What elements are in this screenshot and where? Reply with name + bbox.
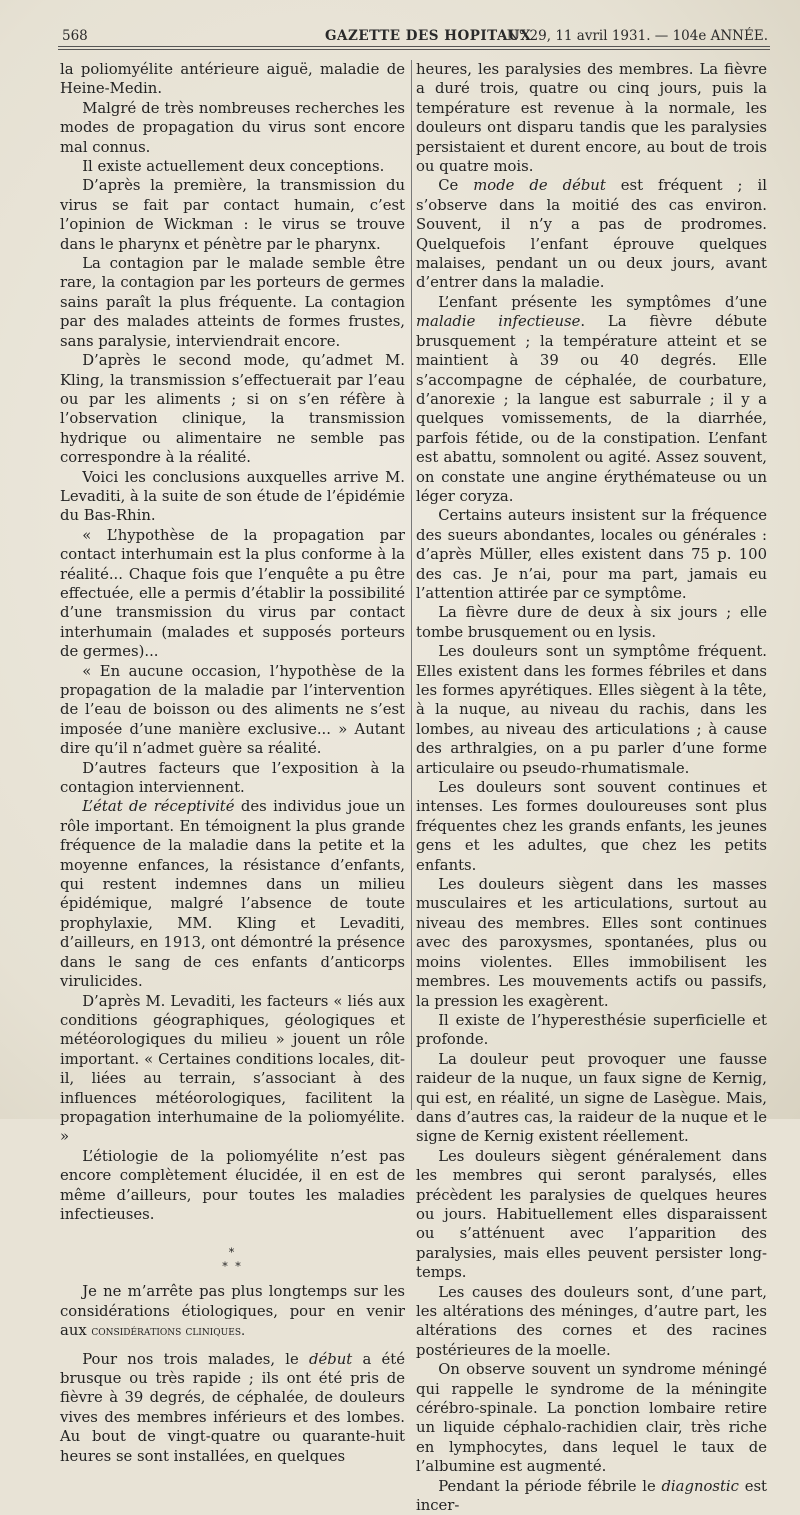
italic-phrase: diagnostic	[661, 1477, 739, 1495]
paragraph: Les causes des douleurs sont, d’une part, les altérations des méninges, d’autre part, les altérations des cornes et des racines postérieures de la moelle.	[416, 1283, 767, 1359]
page-header	[60, 22, 768, 46]
paragraph: Je ne m’arrête pas plus longtemps sur les considérations étiologiques, pour en venir aux considérations cliniques.	[60, 1283, 405, 1340]
paragraph: L’étiologie de la poliomyélite n’est pas encore complètement élucidée, il en est de même d’ailleurs, pour toutes les maladies infectieuses.	[60, 1147, 405, 1223]
paragraph: D’après la première, la transmission du virus se fait par contact humain, c’est l’opinion de Wickman : le virus se trouve dans le pharynx et pénètre par le pharynx.	[60, 177, 405, 253]
paragraph: L’état de réceptivité des individus joue un rôle important. En témoignent la plus grande fréquence de la maladie dans la petite et la moyenne enfances, la résistance d’enfants, qui restent indemnes dans un milieu épidémique, malgré l’absence de toute prophylaxie, MM. Kling et Levaditi, d’ailleurs, en 1913, ont démontré la présence dans le sang de ces enfants d’anticorps virulicides.	[60, 798, 405, 991]
right-column	[416, 60, 767, 1515]
issue-info: N° 29, 11 avril 1931. — 104e ANNÉE.	[506, 28, 768, 44]
paragraph: Malgré de très nombreuses recherches les modes de propagation du virus sont encore mal connus.	[60, 99, 405, 156]
small-caps-phrase: considérations cliniques.	[91, 1324, 246, 1340]
italic-phrase: maladie infectieuse	[416, 313, 581, 331]
paragraph: heures, les paralysies des membres. La fièvre a duré trois, quatre ou cinq jours, puis la température est revenue à la normale, les douleurs ont disparu tandis que les paralysies persistaient et durent encore, au bout de trois ou quatre mois.	[416, 61, 767, 176]
quote-paragraph: « En aucune occasion, l’hypothèse de la propagation de la maladie par l’intervention de l’eau de boisson ou des aliments ne s’est imposée d’une manière exclusive... » Autant dire qu’il n’admet guère sa réalité.	[60, 662, 405, 758]
italic-phrase: début	[309, 1350, 353, 1368]
quote-paragraph: « L’hypothèse de la propagation par contact interhumain est la plus conforme à la réalité... Chaque fois que l’enquête a pu être effectuée, elle a permis d’établir la possibilité d’une transmission du virus par contact interhumain (malades et supposés porteurs de germes)...	[60, 526, 405, 661]
page-number: 568	[62, 28, 88, 44]
section-separator: * * *	[222, 1246, 243, 1274]
paragraph: la poliomyélite antérieure aiguë, maladie de Heine-Medin.	[60, 61, 405, 98]
left-column	[60, 60, 405, 1466]
paragraph: Voici les conclusions auxquelles arrive M. Levaditi, à la suite de son étude de l’épidémie du Bas-Rhin.	[60, 468, 406, 525]
column-divider	[411, 60, 412, 1110]
paragraph: Les douleurs siègent dans les masses musculaires et les articulations, surtout au niveau des membres. Elles sont continues avec des paroxysmes, spontanées, plus ou moins violentes. Elles immobilisent les membres. Les mouvements actifs ou passifs, la pression les exagèrent.	[416, 876, 767, 1010]
journal-title: GAZETTE DES HOPITAUX	[325, 28, 532, 44]
italic-phrase: mode de début	[473, 177, 606, 195]
paragraph: Les douleurs sont souvent continues et intenses. Les formes douloureuses sont plus fréquentes chez les grands enfants, les jeunes gens et les adultes, que chez les petits enfants.	[416, 779, 767, 874]
paragraph: Il existe actuellement deux conceptions.	[82, 158, 385, 176]
paragraph: Il existe de l’hyperesthésie superficielle et profonde.	[416, 1011, 767, 1049]
italic-phrase: L’état de réceptivité	[82, 798, 235, 816]
paragraph: Certains auteurs insistent sur la fréquence des sueurs abondantes, locales ou générales : d’après Müller, elles existent dans 75 p. 100 des cas. Je n’ai, pour ma part, jamais eu l’attention attirée par ce symptôme.	[416, 507, 767, 602]
paragraph: D’après le second mode, qu’admet M. Kling, la transmission s’effectuerait par l’eau ou par les aliments ; si on s’en réfère à l’observation clinique, la transmission hydrique ou alimentaire ne semble pas correspondre à la réalité.	[60, 352, 405, 467]
paragraph: Les douleurs sont un symptôme fréquent. Elles existent dans les formes fébriles et dans les formes apyrétiques. Elles siègent à la tête, à la nuque, au niveau du rachis, dans les lombes, au niveau des articulations ; à cause des arthralgies, on a pu parler d’une forme articulaire ou pseudo-rhumatismale.	[416, 643, 767, 777]
paragraph: Ce mode de début est fréquent ; il s’observe dans la moitié des cas environ. Souvent, il n’y a pas de prodromes. Quelquefois l’enfant éprouve quelques malaises, pendant un ou deux jours, avant d’entrer dans la maladie.	[416, 177, 767, 292]
paragraph: D’après M. Levaditi, les facteurs « liés aux conditions géographiques, géologiques et météorologiques du milieu » jouent un rôle important. « Certaines conditions locales, dit-il, liées au terrain, s’associant à des influences météorologiques, facilitent la propagation interhumaine de la poliomyélite. »	[60, 992, 405, 1146]
paragraph: La fièvre dure de deux à six jours ; elle tombe brusquement ou en lysis.	[416, 604, 767, 641]
header-rule-double	[58, 49, 770, 50]
paragraph: Les douleurs siègent généralement dans les membres qui seront paralysés, elles précèdent les paralysies de quelques heures ou jours. Habituellement elles disparaissent ou s’atténuent avec l’apparition des paralysies, mais elles peuvent persister longtemps.	[416, 1147, 767, 1282]
paragraph: Pour nos trois malades, le début a été brusque ou très rapide ; ils ont été pris de fièvre à 39 degrés, de céphalée, de douleurs vives des membres inférieurs et des lombes. Au bout de vingt-quatre ou quarante-huit heures se sont installées, en quelques	[60, 1350, 405, 1465]
paragraph: L’enfant présente les symptômes d’une maladie infectieuse. La fièvre débute brusquement ; la température atteint et se maintient à 39 ou 40 degrés. Elle s’accompagne de céphalée, de courbature, d’anorexie ; la langue est saburrale ; il y a quelques vomissements, de la diarrhée, parfois fétide, ou de la constipation. L’enfant est abattu, somnolent ou agité. Assez souvent, on constate une angine érythémateuse ou un léger coryza.	[416, 293, 767, 505]
paragraph: Pendant la période fébrile le diagnostic est incer-	[416, 1477, 767, 1515]
paragraph: La contagion par le malade semble être rare, la contagion par les porteurs de germes sains paraît la plus fréquente. La contagion par des malades atteints de formes frustes, sans paralysie, interviendrait encore.	[60, 255, 405, 350]
paragraph: On observe souvent un syndrome méningé qui rappelle le syndrome de la méningite cérébro-spinale. La ponction lombaire retire un liquide céphalo-rachidien clair, très riche en lymphocytes, dans lequel le taux de l’albumine est augmenté.	[416, 1361, 767, 1476]
paragraph: D’autres facteurs que l’exposition à la contagion interviennent.	[60, 759, 405, 797]
header-rule	[58, 46, 770, 47]
paragraph: La douleur peut provoquer une fausse raideur de la nuque, un faux signe de Kernig, qui est, en réalité, un signe de Lasègue. Mais, dans d’autres cas, la raideur de la nuque et le signe de Kernig existent réellement.	[416, 1050, 767, 1146]
